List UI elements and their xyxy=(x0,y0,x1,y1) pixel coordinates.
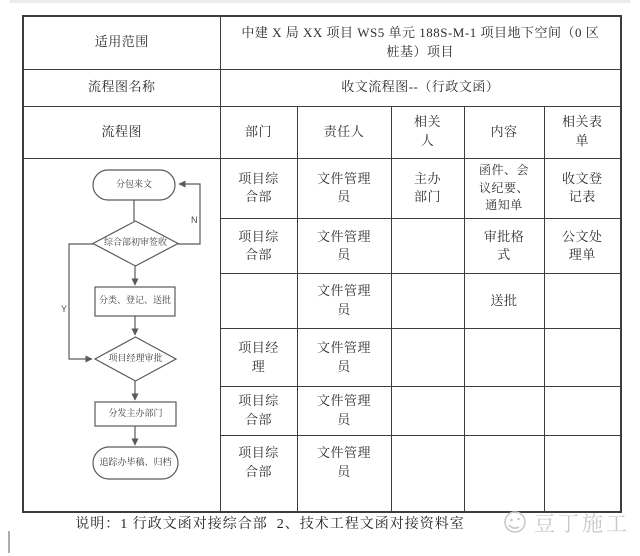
docin-logo-icon xyxy=(500,508,530,538)
cell-related: 主办部门 xyxy=(391,158,464,219)
col-header-related: 相关人 xyxy=(391,106,464,158)
flow-node-start: 分包来文 xyxy=(115,178,152,189)
cell-owner: 文件管理员 xyxy=(297,387,391,436)
branch-label-y: Y xyxy=(61,303,68,314)
flow-node-process1: 分类、登记、送批 xyxy=(98,295,171,306)
cell-form: 收文登记表 xyxy=(544,158,621,219)
flowchart xyxy=(40,161,220,509)
col-header-owner: 责任人 xyxy=(297,106,391,158)
scope-label: 适用范围 xyxy=(23,16,220,69)
cell-content: 送批 xyxy=(464,274,544,329)
cell-dept: 项目经理 xyxy=(220,329,297,387)
cell-related xyxy=(391,387,464,436)
cell-owner: 文件管理员 xyxy=(297,219,391,274)
cell-dept: 项目综合部 xyxy=(220,158,297,219)
cell-form: 公文处理单 xyxy=(544,219,621,274)
cell-form xyxy=(544,329,621,387)
branch-label-n: N xyxy=(191,214,198,225)
process-table xyxy=(22,15,622,513)
flow-node-process2: 分发主办部门 xyxy=(108,407,163,418)
flowchart-cell xyxy=(23,158,220,512)
cell-owner: 文件管理员 xyxy=(297,435,391,511)
footer-note: 说明：1 行政文函对接综合部 2、技术工程文函对接资料室 xyxy=(75,517,465,532)
flow-node-end: 追踪办毕稿、归档 xyxy=(99,456,172,467)
cell-owner: 文件管理员 xyxy=(297,274,391,329)
cell-related xyxy=(391,435,464,511)
col-header-flowchart: 流程图 xyxy=(23,106,220,158)
scan-artifact-left xyxy=(8,531,10,553)
scan-artifact-top xyxy=(10,0,630,3)
cell-related xyxy=(391,329,464,387)
cell-dept: 项目综合部 xyxy=(220,435,297,511)
cell-related xyxy=(391,274,464,329)
cell-owner: 文件管理员 xyxy=(297,329,391,387)
cell-form xyxy=(544,274,621,329)
flow-name-value: 收文流程图--（行政文函） xyxy=(220,69,621,106)
cell-dept xyxy=(220,274,297,329)
col-header-dept: 部门 xyxy=(220,106,297,158)
cell-owner: 文件管理员 xyxy=(297,158,391,219)
flow-node-decision1: 综合部初审签收 xyxy=(103,237,167,248)
cell-content xyxy=(464,435,544,511)
col-header-content: 内容 xyxy=(464,106,544,158)
watermark xyxy=(500,505,635,541)
cell-dept: 项目综合部 xyxy=(220,219,297,274)
col-header-form: 相关表单 xyxy=(544,106,621,158)
cell-content: 审批格式 xyxy=(464,219,544,274)
cell-related xyxy=(391,219,464,274)
flow-name-label: 流程图名称 xyxy=(23,69,220,106)
watermark-text: 豆丁施工 xyxy=(534,513,630,536)
cell-form xyxy=(544,387,621,436)
cell-content xyxy=(464,329,544,387)
cell-dept: 项目综合部 xyxy=(220,387,297,436)
scope-value: 中建 X 局 XX 项目 WS5 单元 188S-M-1 项目地下空间（0 区桩基）项目 xyxy=(220,16,621,69)
cell-form xyxy=(544,435,621,511)
flow-node-decision2: 项目经理审批 xyxy=(108,352,163,363)
cell-content: 函件、会议纪要、通知单 xyxy=(464,158,544,219)
cell-content xyxy=(464,387,544,436)
